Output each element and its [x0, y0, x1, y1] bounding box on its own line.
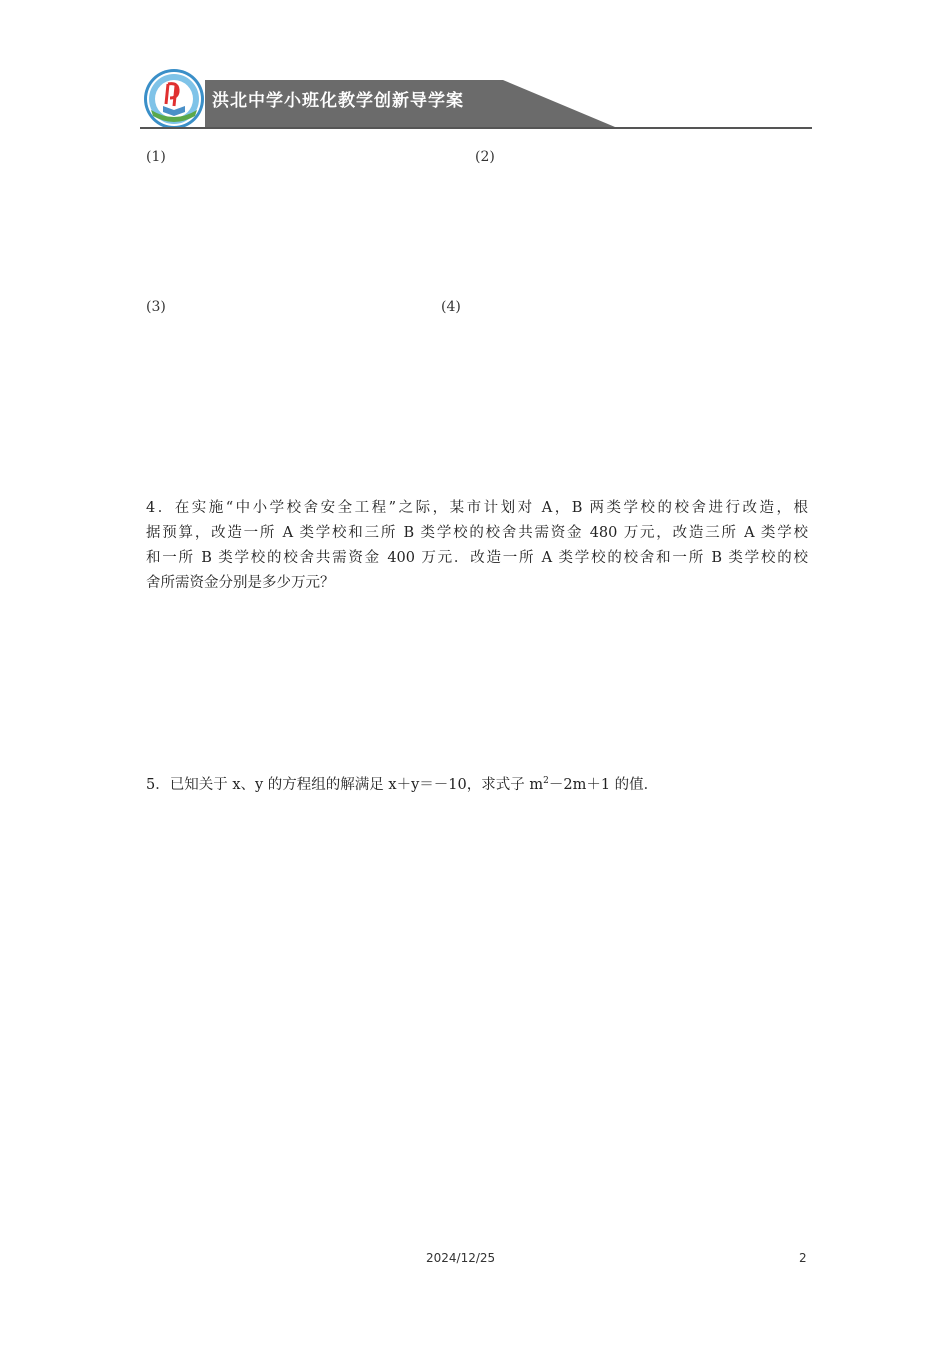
problem-5	[146, 773, 808, 798]
subproblem-label-2: (2)	[475, 149, 495, 165]
problem-5-text: 5．已知关于 x、y 的方程组的解满足 x＋y＝－10，求式子 m	[146, 777, 544, 793]
problem-5-exponent: 2	[543, 776, 549, 786]
problem-4-line: 舍所需资金分别是多少万元？	[146, 575, 335, 591]
problem-4-line: 和一所 B 类学校的校舍共需资金 400 万元．改造一所 A 类学校的校舍和一所 B 类学校的校	[146, 550, 808, 566]
subproblem-label-1: (1)	[146, 149, 166, 165]
page-number: 2	[799, 1251, 807, 1265]
subproblem-label-4: (4)	[441, 299, 461, 315]
problem-4-line: 据预算，改造一所 A 类学校和三所 B 类学校的校舍共需资金 480 万元，改造三所 A 类学校	[146, 525, 808, 541]
subproblem-label-3: (3)	[146, 299, 166, 315]
footer-date: 2024/12/25	[426, 1251, 496, 1265]
header-title: 洪北中学小班化教学创新导学案	[212, 91, 464, 111]
problem-5-text-end: －2m＋1 的值．	[548, 777, 659, 793]
problem-4	[146, 496, 808, 596]
problem-4-line: 4．在实施“中小学校舍安全工程”之际，某市计划对 A，B 两类学校的校舍进行改造，根	[146, 500, 808, 516]
header-divider	[140, 127, 812, 129]
school-logo-icon	[143, 68, 205, 130]
